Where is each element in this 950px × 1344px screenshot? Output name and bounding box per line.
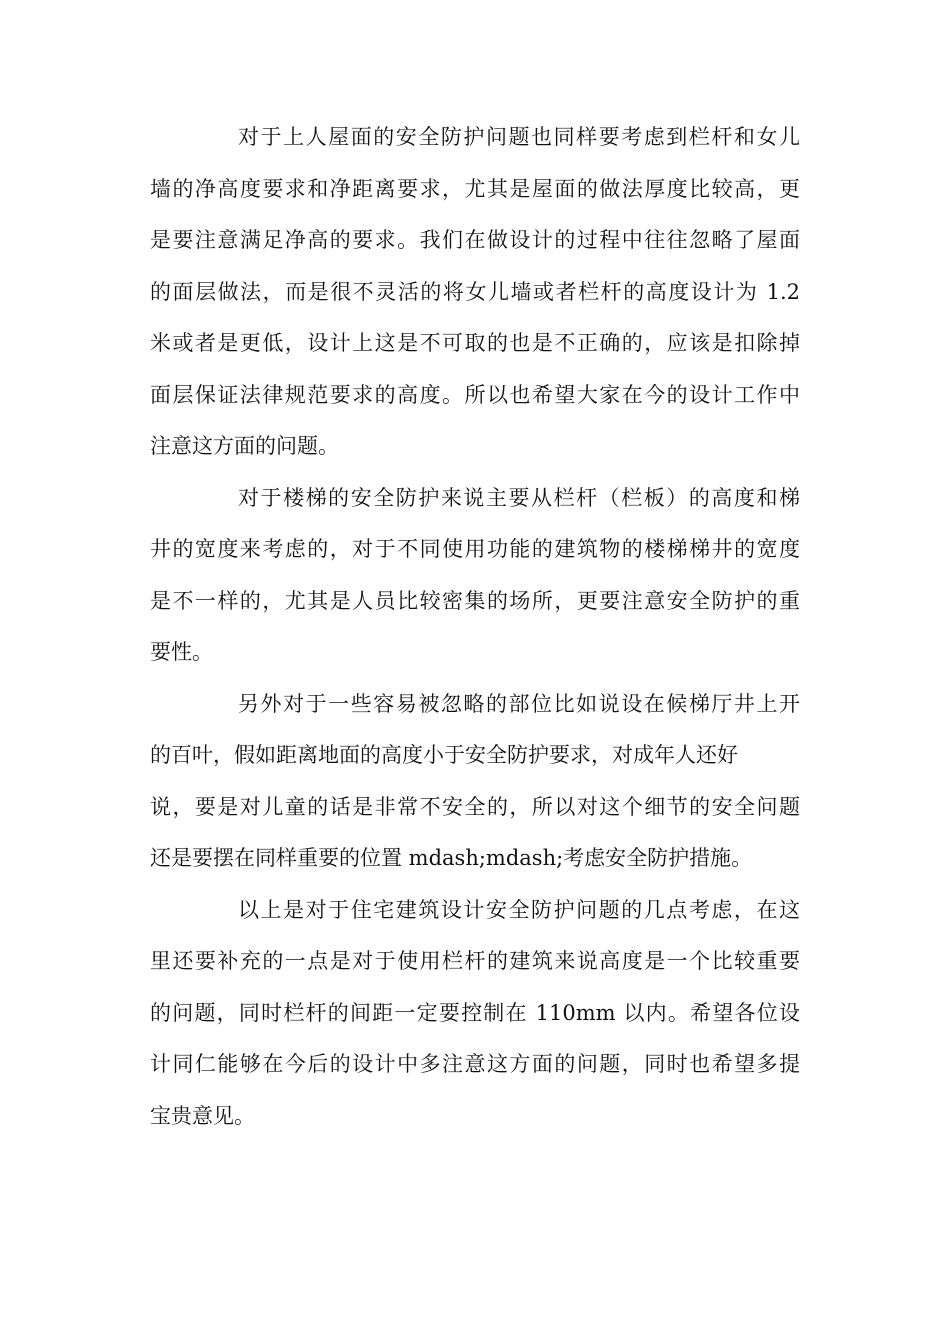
text-line: 是要注意满足净高的要求。我们在做设计的过程中往往忽略了屋面 xyxy=(150,228,800,252)
text-line: 米或者是更低，设计上这是不可取的也是不正确的，应该是扣除掉 xyxy=(150,331,800,355)
text-line: 还是要摆在同样重要的位置 mdash;mdash;考虑安全防护措施。 xyxy=(150,846,753,870)
text-line: 要性。 xyxy=(150,640,213,664)
paragraph-overlooked-areas xyxy=(150,679,800,885)
text-line: 墙的净高度要求和净距离要求，尤其是屋面的做法厚度比较高，更 xyxy=(150,176,800,201)
text-line: 对于楼梯的安全防护来说主要从栏杆（栏板）的高度和梯 xyxy=(238,485,800,510)
paragraph-conclusion xyxy=(150,885,800,1143)
text-line: 另外对于一些容易被忽略的部位比如说设在候梯厅井上开 xyxy=(238,691,800,716)
text-line: 里还要补充的一点是对于使用栏杆的建筑来说高度是一个比较重要 xyxy=(150,949,800,973)
document-body xyxy=(150,112,800,1142)
text-line: 面层保证法律规范要求的高度。所以也希望大家在今的设计工作中 xyxy=(150,382,800,407)
text-line: 是不一样的，尤其是人员比较密集的场所，更要注意安全防护的重 xyxy=(150,588,800,613)
text-line: 以上是对于住宅建筑设计安全防护问题的几点考虑，在这 xyxy=(238,897,800,922)
text-line: 注意这方面的问题。 xyxy=(150,434,339,458)
text-line: 计同仁能够在今后的设计中多注意这方面的问题，同时也希望多提 xyxy=(150,1052,800,1076)
text-line: 对于上人屋面的安全防护问题也同样要考虑到栏杆和女儿 xyxy=(238,125,800,149)
paragraph-rooftop-safety xyxy=(150,112,800,473)
text-line: 的面层做法，而是很不灵活的将女儿墙或者栏杆的高度设计为 1.2 xyxy=(150,279,800,304)
paragraph-stair-safety xyxy=(150,473,800,679)
text-line: 宝贵意见。 xyxy=(150,1103,255,1128)
text-line: 的百叶，假如距离地面的高度小于安全防护要求，对成年人还好 xyxy=(150,743,738,767)
text-line: 井的宽度来考虑的，对于不同使用功能的建筑物的楼梯梯井的宽度 xyxy=(150,537,800,561)
text-line: 的问题，同时栏杆的间距一定要控制在 110mm 以内。希望各位设 xyxy=(150,1000,800,1025)
text-line: 说，要是对儿童的话是非常不安全的，所以对这个细节的安全问题 xyxy=(150,794,800,819)
